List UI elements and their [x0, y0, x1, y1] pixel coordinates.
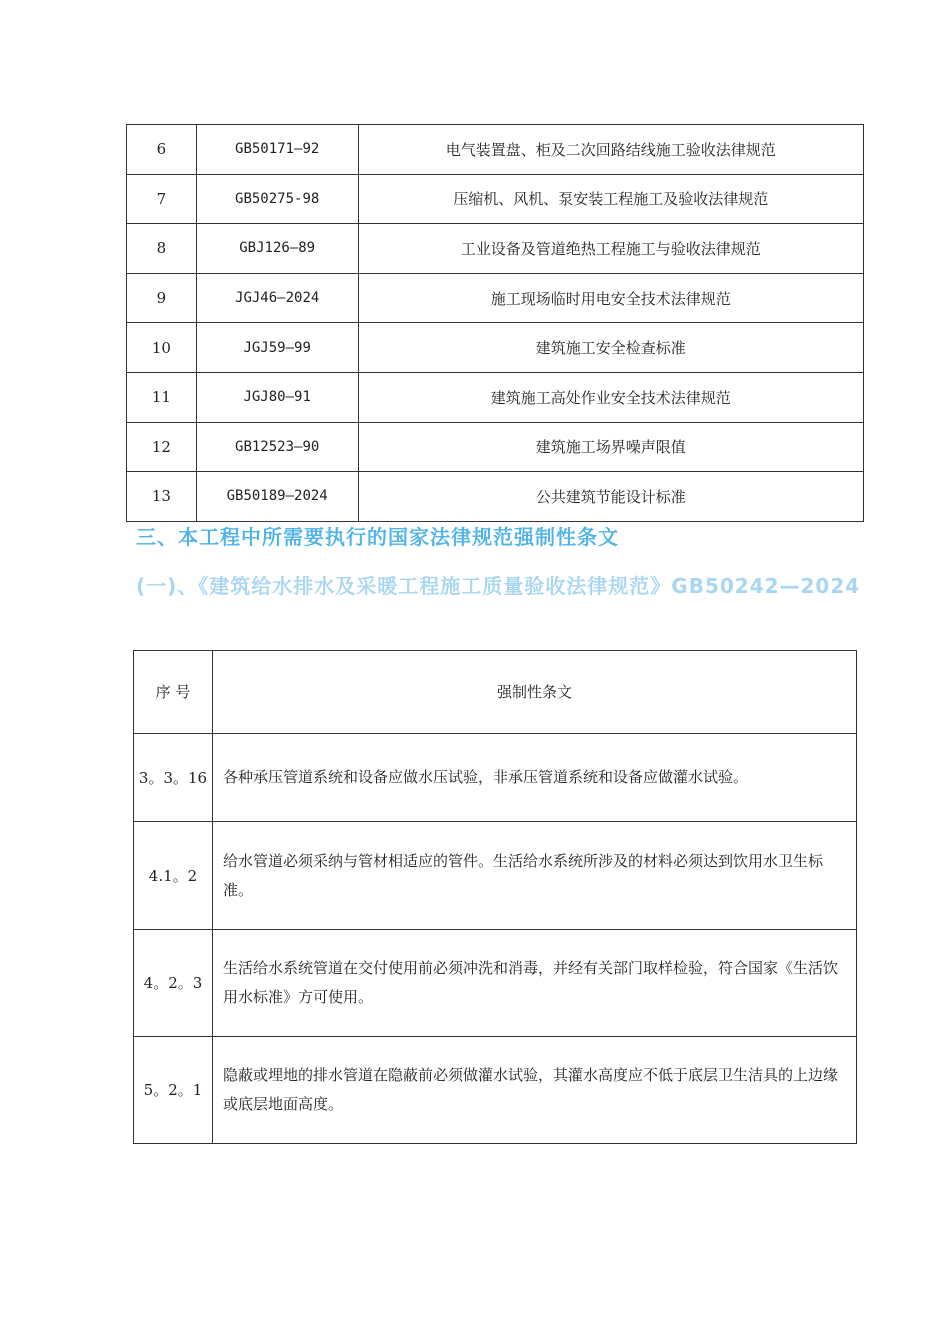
clause-text: 给水管道必须采纳与管材相适应的管件。生活给水系统所涉及的材料必须达到饮用水卫生标准。 [213, 822, 857, 930]
standard-name: 建筑施工高处作业安全技术法律规范 [358, 372, 863, 422]
row-number: 8 [127, 224, 197, 274]
table-row [134, 822, 857, 930]
standard-name: 建筑施工安全检查标准 [358, 323, 863, 373]
row-number: 7 [127, 174, 197, 224]
table-row [127, 224, 864, 274]
standard-name: 压缩机、风机、泵安装工程施工及验收法律规范 [358, 174, 863, 224]
standard-code: GB50275-98 [196, 174, 358, 224]
standard-name: 建筑施工场界噪声限值 [358, 422, 863, 472]
table-row [127, 372, 864, 422]
standard-code: JGJ46—2024 [196, 273, 358, 323]
table-row [127, 472, 864, 522]
row-number: 13 [127, 472, 197, 522]
standard-name: 公共建筑节能设计标准 [358, 472, 863, 522]
standard-code: JGJ59—99 [196, 323, 358, 373]
table-row [127, 273, 864, 323]
clause-text: 生活给水系统管道在交付使用前必须冲洗和消毒，并经有关部门取样检验，符合国家《生活饮用水标准》方可使用。 [213, 930, 857, 1037]
header-number: 序 号 [134, 651, 213, 734]
clauses-table [133, 650, 857, 1144]
clause-number: 5。2。1 [134, 1037, 213, 1144]
clause-text: 各种承压管道系统和设备应做水压试验，非承压管道系统和设备应做灌水试验。 [213, 734, 857, 822]
subsection-heading: (一)、《建筑给水排水及采暖工程施工质量验收法律规范》GB50242—2024 [136, 574, 861, 598]
row-number: 9 [127, 273, 197, 323]
standard-name: 施工现场临时用电安全技术法律规范 [358, 273, 863, 323]
clause-number: 3。3。16 [134, 734, 213, 822]
table-row [127, 323, 864, 373]
standard-code: GB50189—2024 [196, 472, 358, 522]
table-row [134, 734, 857, 822]
row-number: 6 [127, 125, 197, 175]
table-header-row [134, 651, 857, 734]
standards-table [126, 124, 864, 522]
standard-name: 电气装置盘、柜及二次回路结线施工验收法律规范 [358, 125, 863, 175]
table-row [127, 125, 864, 175]
standard-code: GBJ126—89 [196, 224, 358, 274]
clause-text: 隐蔽或埋地的排水管道在隐蔽前必须做灌水试验，其灌水高度应不低于底层卫生洁具的上边缘或底层地面高度。 [213, 1037, 857, 1144]
table-row [134, 1037, 857, 1144]
row-number: 12 [127, 422, 197, 472]
clause-number: 4.1。2 [134, 822, 213, 930]
header-clause: 强制性条文 [213, 651, 857, 734]
row-number: 10 [127, 323, 197, 373]
standard-name: 工业设备及管道绝热工程施工与验收法律规范 [358, 224, 863, 274]
standard-code: GB12523—90 [196, 422, 358, 472]
table-row [134, 930, 857, 1037]
table-row [127, 174, 864, 224]
standard-code: JGJ80—91 [196, 372, 358, 422]
row-number: 11 [127, 372, 197, 422]
table-row [127, 422, 864, 472]
clause-number: 4。2。3 [134, 930, 213, 1037]
standard-code: GB50171—92 [196, 125, 358, 175]
section-heading: 三、本工程中所需要执行的国家法律规范强制性条文 [136, 525, 619, 549]
